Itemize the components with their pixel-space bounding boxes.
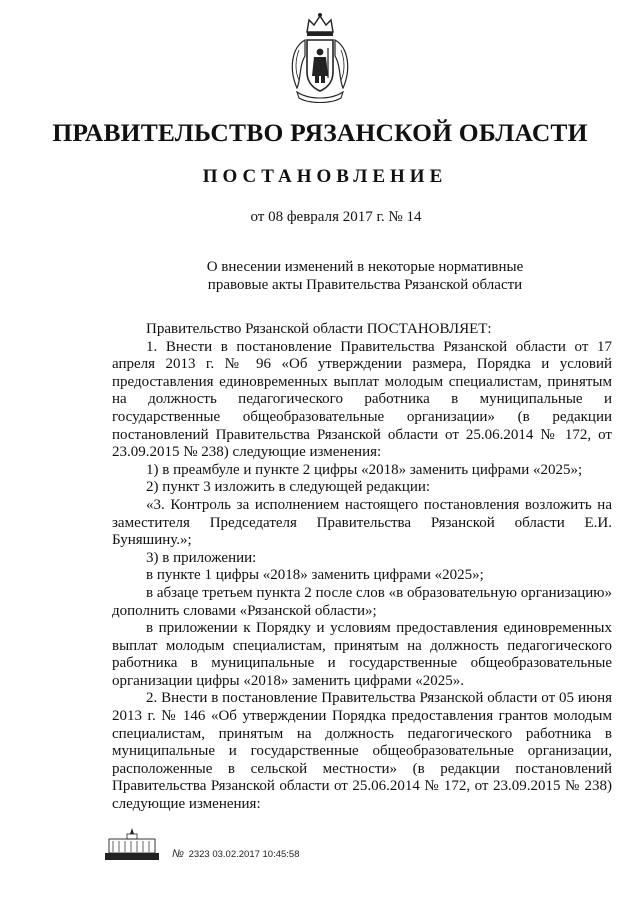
- ryazan-coat-of-arms-icon: [287, 10, 353, 106]
- building-logo-icon: [103, 826, 161, 862]
- paragraph-item-1-3: 3) в приложении:: [146, 549, 257, 566]
- document-date: от 08 февраля 2017 г. № 14: [250, 209, 422, 225]
- document-subject: [195, 258, 535, 294]
- subject-line-1: О внесении изменений в некоторые нормативные: [206, 259, 524, 275]
- paragraph-item-1-2-text: «3. Контроль за исполнением настоящего постановления возложить на заместителя Председателя Правительства Рязанской области Е.И. Буняшину.»;: [112, 496, 612, 549]
- document-type: ПОСТАНОВЛЕНИЕ: [202, 166, 448, 187]
- paragraph-item-1-3-a: в пункте 1 цифры «2018» заменить цифрами «2025»;: [146, 567, 484, 584]
- paragraph-preamble: Правительство Рязанской области ПОСТАНОВЛЯЕТ:: [146, 321, 492, 337]
- document-body: [112, 321, 612, 814]
- subject-line-2: правовые акты Правительства Рязанской области: [207, 277, 523, 293]
- paragraph-item-1-1: 1) в преамбуле и пункте 2 цифры «2018» заменить цифрами «2025»;: [146, 461, 583, 478]
- number-sign: №: [172, 848, 184, 860]
- paragraph-item-2: 2. Внести в постановление Правительства Рязанской области от 05 июня 2013 г. № 146 «Об утверждении Порядка предоставления грантов молодым специалистам, принятым на должность педагогического работника в муниципальные и государственные общеобразовательные организации, расположенные в сельской местности» (в редакции постановлений Правительства Рязанской области от 25.06.2014 № 172, от 23.09.2015 № 238) следующие изменения:: [112, 690, 612, 813]
- paragraph-item-1: 1. Внести в постановление Правительства Рязанской области от 17 апреля 2013 г. № 96 «Об утверждении размера, Порядка и условий предоставления единовременных выплат молодым специалистам, принятым на должность педагогического работника в муниципальные и государственные общеобразовательные организации» (в редакции постановлений Правительства Рязанской области от 25.06.2014 № 172, от 23.09.2015 № 238) следующие изменения:: [112, 338, 612, 461]
- paragraph-item-1-3-c: в приложении к Порядку и условиям предоставления единовременных выплат молодым специалистам, принятым на должность педагогического работника в муниципальные и государственные общеобразовательные организации цифры «2018» заменить цифрами «2025».: [112, 620, 612, 689]
- registration-info: 2323 03.02.2017 10:45:58: [188, 849, 300, 860]
- paragraph-item-1-2: 2) пункт 3 изложить в следующей редакции:: [146, 479, 431, 496]
- paragraph-item-1-3-b: в абзаце третьем пункта 2 после слов «в образовательную организацию» дополнить словами «Рязанской области»;: [112, 584, 612, 619]
- government-title: ПРАВИТЕЛЬСТВО РЯЗАНСКОЙ ОБЛАСТИ: [52, 118, 588, 147]
- registration-stamp: [172, 848, 300, 860]
